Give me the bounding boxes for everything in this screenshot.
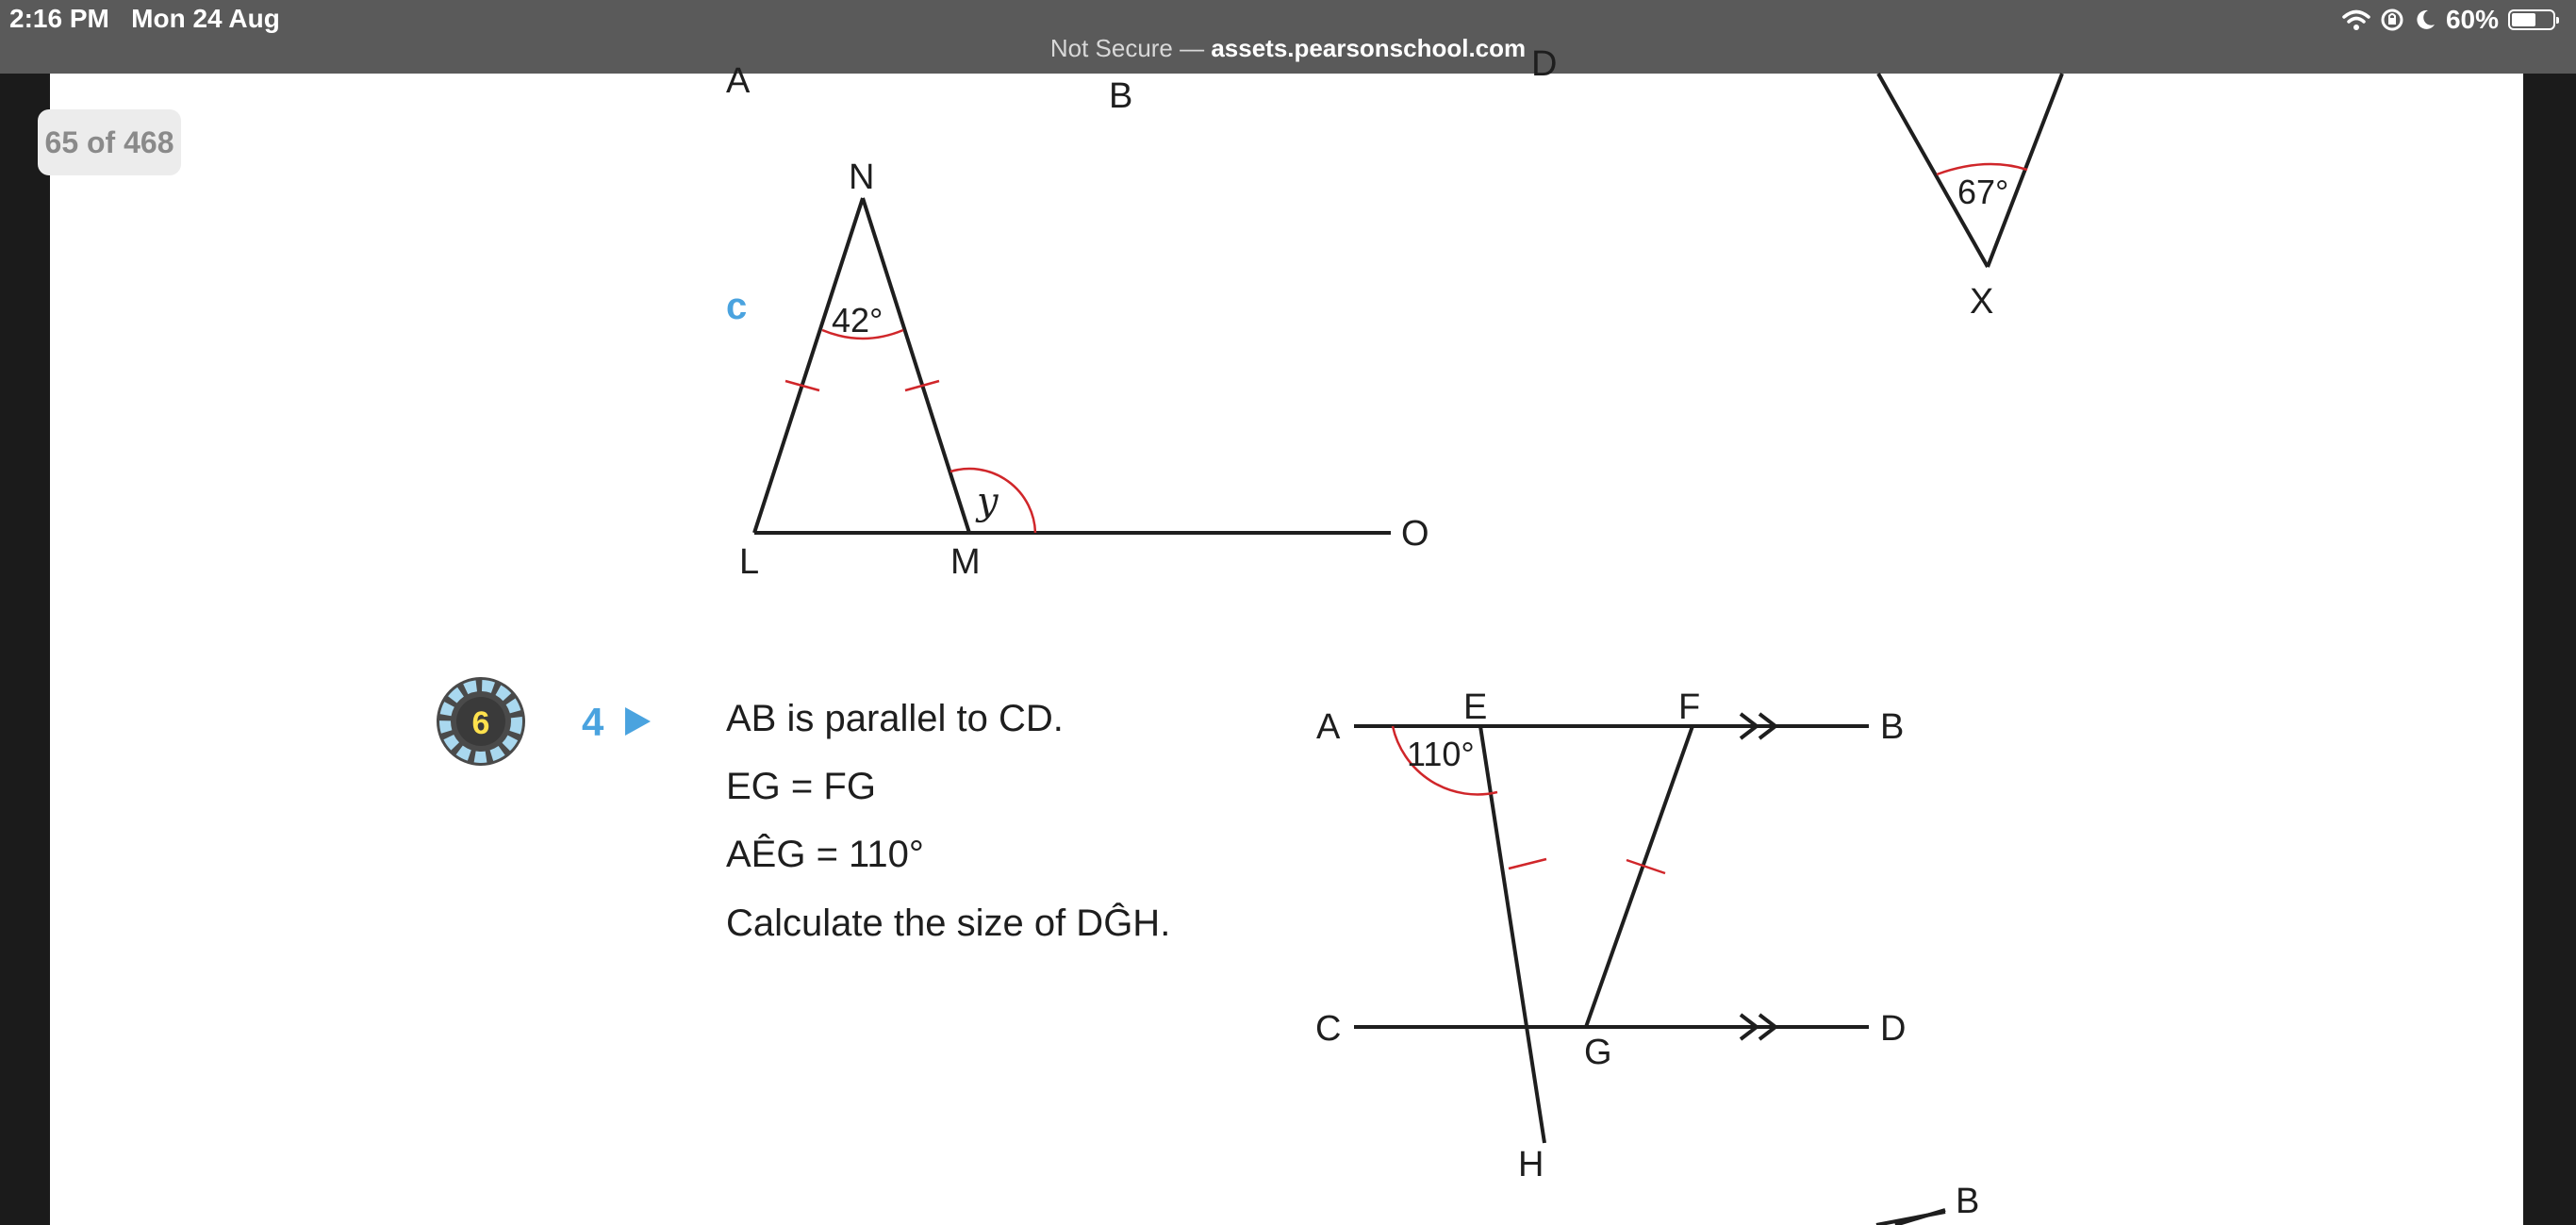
- label-x: X: [1970, 282, 1994, 322]
- label-q4-e: E: [1463, 687, 1488, 727]
- battery-percent: 60%: [2445, 5, 2499, 34]
- label-m: M: [950, 542, 981, 582]
- triangle-x-diagram: [1878, 74, 2062, 267]
- question-line-3: AÊG = 110°: [726, 834, 924, 875]
- question-number: 4: [582, 700, 604, 744]
- label-n: N: [849, 157, 875, 197]
- bottom-partial-figure: [1876, 1210, 1945, 1225]
- label-l: L: [739, 542, 760, 582]
- question-line-4: Calculate the size of DĜH.: [726, 902, 1171, 944]
- bottom-line-2: [1895, 1210, 1945, 1225]
- parallel-lines-diagram: [1354, 714, 1869, 1143]
- side-x-left: [1878, 74, 1988, 267]
- question-line-1: AB is parallel to CD.: [726, 698, 1064, 739]
- label-q4-a: A: [1316, 707, 1341, 747]
- play-arrow-icon[interactable]: [625, 707, 651, 736]
- label-q4-f: F: [1678, 687, 1701, 727]
- label-top-d: D: [1531, 44, 1558, 84]
- label-top-a: A: [726, 61, 751, 101]
- line-eh: [1480, 726, 1544, 1143]
- label-q4-b: B: [1880, 707, 1905, 747]
- label-q4-d: D: [1880, 1009, 1907, 1049]
- security-label: Not Secure —: [1049, 34, 1212, 62]
- line-fg: [1586, 726, 1693, 1027]
- part-c-marker: c: [726, 286, 748, 327]
- angle-x-label: 67°: [1957, 173, 2009, 211]
- side-nm: [863, 198, 969, 533]
- label-q4-g: G: [1584, 1033, 1612, 1072]
- clock-time: 2:16 PM: [9, 4, 109, 33]
- page-counter: 65 of 468: [38, 109, 181, 175]
- angle-110-label: 110°: [1407, 735, 1475, 773]
- label-q4-c: C: [1315, 1009, 1342, 1049]
- difficulty-badge: [437, 677, 525, 766]
- angle-y-label: y: [977, 480, 999, 523]
- badge-number: 6: [471, 705, 490, 741]
- label-o: O: [1401, 514, 1429, 554]
- label-top-b: B: [1109, 76, 1133, 116]
- label-bottom-b: B: [1956, 1182, 1980, 1221]
- angle-n-label: 42°: [832, 301, 883, 339]
- clock-date: Mon 24 Aug: [131, 4, 280, 33]
- tick-eg: [1509, 859, 1546, 869]
- url-domain: assets.pearsonschool.com: [1211, 34, 1527, 62]
- triangle-lmn-diagram: [754, 198, 1391, 533]
- label-q4-h: H: [1518, 1145, 1544, 1184]
- question-line-2: EG = FG: [726, 766, 876, 807]
- side-ln: [754, 198, 863, 533]
